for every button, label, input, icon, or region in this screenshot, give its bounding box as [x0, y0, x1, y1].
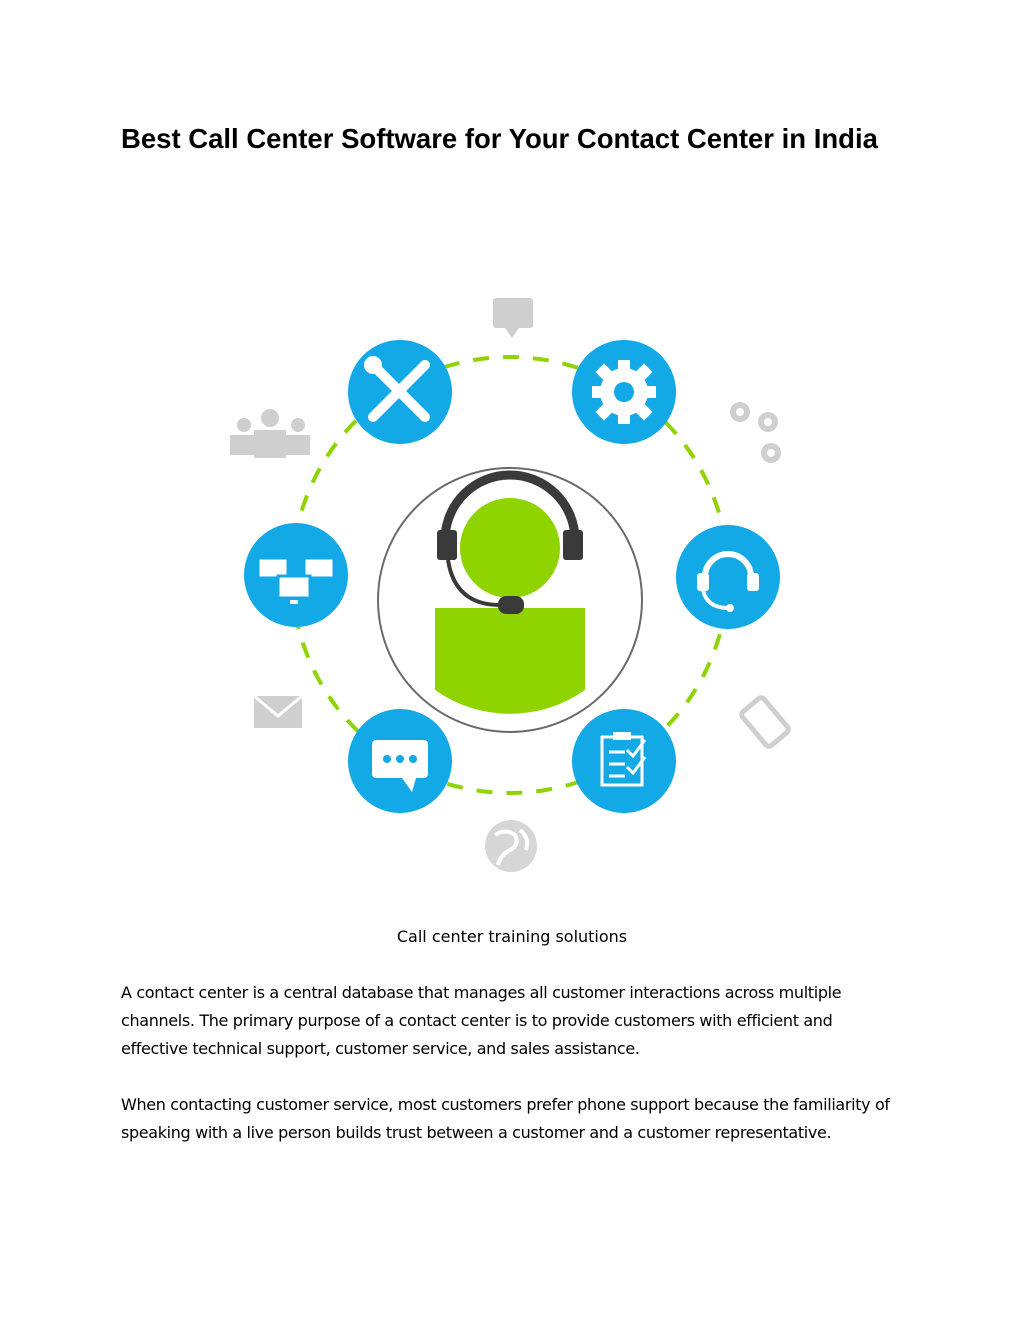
call-center-illustration: [220, 290, 800, 880]
computers-icon: [244, 523, 348, 627]
image-caption: Call center training solutions: [396, 927, 628, 946]
page-title: Best Call Center Software for Your Contact Center in India: [121, 123, 878, 154]
chat-icon: [348, 709, 452, 813]
speech-bubble-icon: [493, 298, 533, 338]
gears-icon: [730, 402, 781, 463]
mobile-phone-icon: [740, 696, 790, 748]
tools-icon: [348, 340, 452, 444]
envelope-icon: [254, 696, 302, 728]
paragraph-contact-center: A contact center is a central database that manages all customer interactions across multiple channels. The primary purpose of a contact center is to provide customers with efficient and effective technical support, customer service, and sales assistance.: [121, 983, 842, 1058]
headset-icon: [676, 525, 780, 629]
checklist-icon: [572, 709, 676, 813]
globe-icon: [485, 820, 537, 872]
paragraph-phone-support: When contacting customer service, most customers prefer phone support because the familiarity of speaking with a live person builds trust between a customer and a customer representative.: [121, 1095, 890, 1142]
agent-icon: [378, 468, 642, 732]
people-icon: [230, 409, 310, 458]
gear-icon: [572, 340, 676, 444]
